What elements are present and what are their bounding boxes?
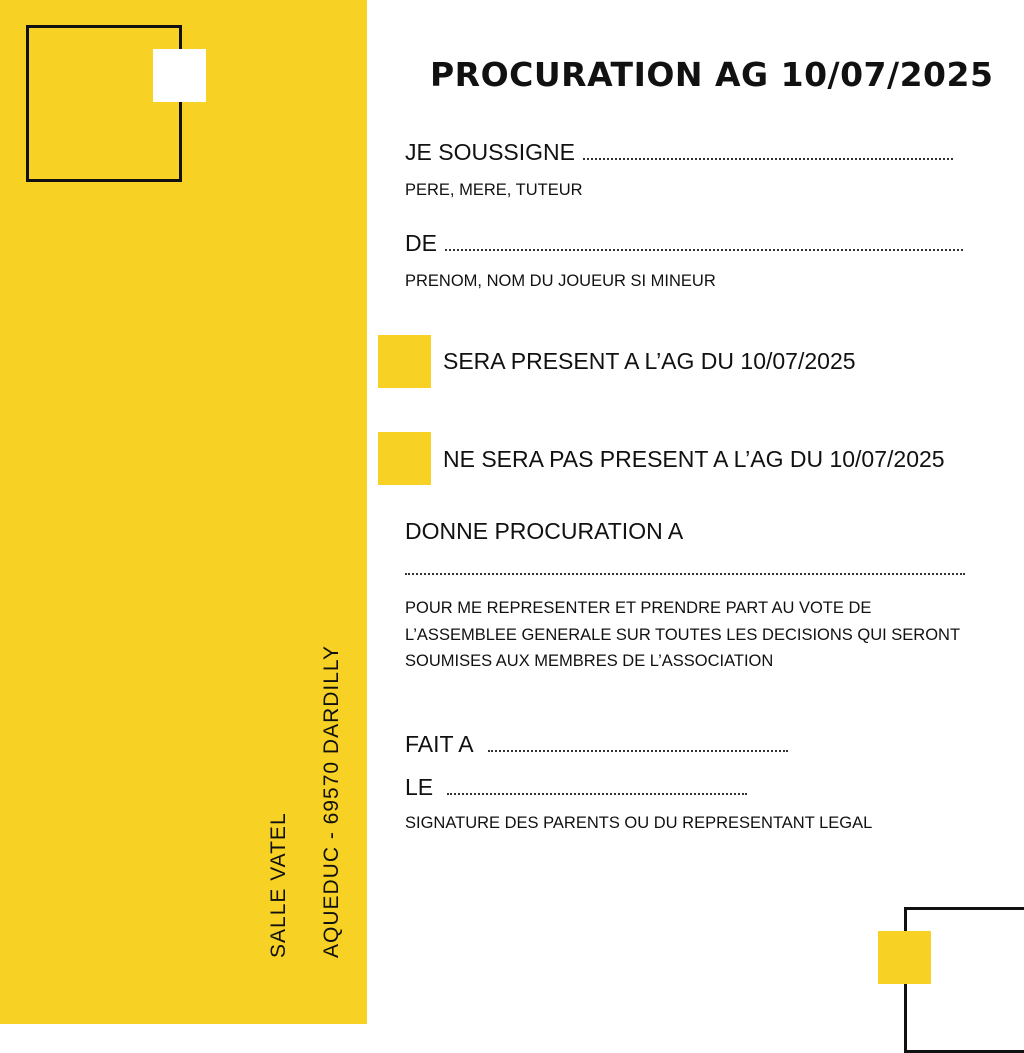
fait-label: FAIT A (405, 731, 474, 757)
checkbox-absent[interactable] (378, 432, 431, 485)
le-label: LE (405, 774, 434, 800)
procuration-fill-row (405, 562, 965, 580)
option-absent-label: NE SERA PAS PRESENT A L’AG DU 10/07/2025 (443, 446, 945, 472)
venue-address: AQUEDUC - 69570 DARDILLY (320, 644, 343, 958)
procuration-label: DONNE PROCURATION A (405, 518, 684, 544)
venue-name: SALLE VATEL (267, 812, 290, 958)
paragraph-line: SOUMISES AUX MEMBRES DE L’ASSOCIATION (405, 652, 774, 670)
procuration-fill-line[interactable] (405, 567, 965, 575)
de-label: DE (405, 230, 437, 256)
decorative-white-square (153, 49, 206, 102)
le-row (405, 774, 747, 801)
checkbox-present[interactable] (378, 335, 431, 388)
soussigne-hint: PERE, MERE, TUTEUR (405, 181, 583, 199)
de-fill-line[interactable] (445, 243, 963, 251)
soussigne-label: JE SOUSSIGNE (405, 139, 575, 165)
paragraph-line: L’ASSEMBLEE GENERALE SUR TOUTES LES DECISIONS QUI SERONT (405, 625, 961, 644)
page-title: PROCURATION AG 10/07/2025 (430, 55, 994, 94)
soussigne-row (405, 139, 953, 166)
fait-row (405, 731, 788, 758)
fait-fill-line[interactable] (488, 744, 788, 752)
soussigne-fill-line[interactable] (583, 152, 953, 160)
le-fill-line[interactable] (447, 787, 747, 795)
de-row (405, 230, 963, 257)
de-hint: PRENOM, NOM DU JOUEUR SI MINEUR (405, 272, 716, 290)
paragraph-line: POUR ME REPRESENTER ET PRENDRE PART AU VOTE DE (405, 599, 872, 617)
option-present-label: SERA PRESENT A L’AG DU 10/07/2025 (443, 348, 856, 374)
decorative-yellow-square (878, 931, 931, 984)
signature-hint: SIGNATURE DES PARENTS OU DU REPRESENTANT LEGAL (405, 814, 873, 832)
procuration-paragraph (405, 595, 1005, 675)
